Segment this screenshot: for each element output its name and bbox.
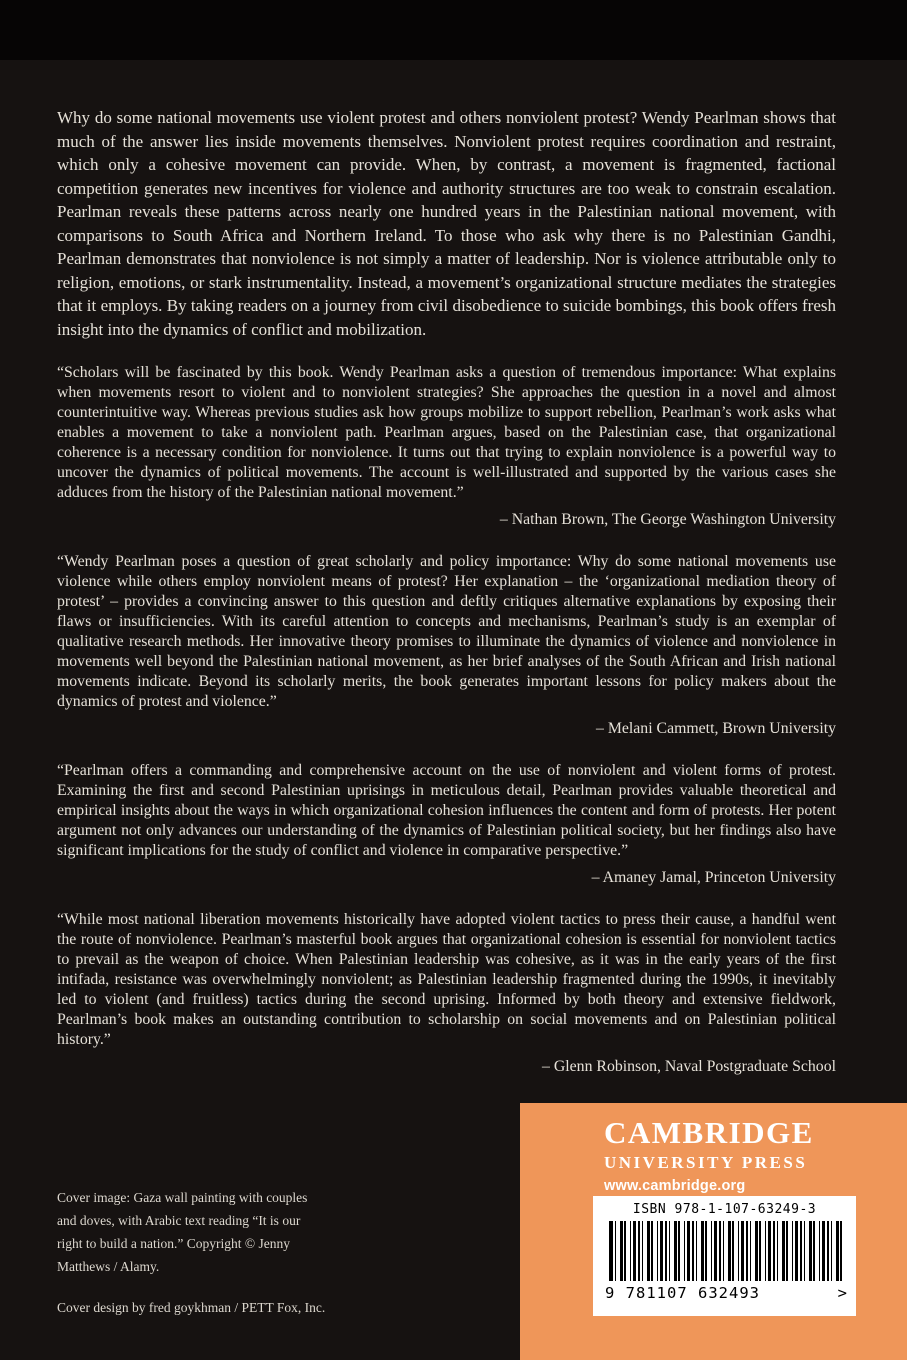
review-quote-2 [57,552,836,739]
review-quote-1 [57,363,836,530]
isbn-number: 9 781107 632493 [605,1284,760,1302]
review-quote-text: “Wendy Pearlman poses a question of great scholarly and policy importance: Why do some national movements use violence while others employ nonviolent means of protest? Her explanation – the ‘organizational mediation theory of protest’ – provides a convincing answer to this question and deftly critiques alternative explanations by exposing their flaws or insufficiencies. With its careful attention to concepts and mechanisms, Pearlman’s study is an exemplar of qualitative research methods. Her innovative theory promises to illuminate the dynamics of violence and nonviolence in movements well beyond the Palestinian national movement, as her brief analyses of the South African and Irish national movements indicate. Beyond its scholarly merits, the book generates important lessons for policy makers about the dynamics of protest and violence.” [57,553,836,710]
university-press-label: UNIVERSITY PRESS [604,1153,808,1172]
review-attribution: – Melani Cammett, Brown University [596,720,836,737]
review-quote-3 [57,761,836,888]
isbn-barcode [593,1196,856,1316]
isbn-label: ISBN 978-1-107-63249-3 [632,1202,817,1217]
cover-image-credit: Cover image: Gaza wall painting with couples and doves, with Arabic text reading “It is our right to build a nation.” Copyright © Jenny Matthews / Alamy. [57,1190,308,1274]
cover-design-credit: Cover design by fred goykhman / PETT Fox, Inc. [57,1300,326,1315]
barcode-arrow: > [837,1284,848,1302]
review-attribution: – Nathan Brown, The George Washington University [499,511,836,528]
barcode-number-row [593,1281,856,1302]
back-cover-text [57,106,836,1077]
review-quote-text: “While most national liberation movements historically have adopted violent tactics to press their cause, a handful went the route of nonviolence. Pearlman’s masterful book argues that organizational cohesion is essential for nonviolent tactics to prevail as the weapon of choice. When Palestinian leadership was cohesive, as it was in the early years of the first intifada, resistance was overwhelmingly nonviolent; as Palestinian leadership fragmented during the 1990s, it inevitably led to violent (and fruitless) tactics during the second uprising. Informed by both theory and extensive fieldwork, Pearlman’s book makes an outstanding contribution to scholarship on social movements and on Palestinian political history.” [57,911,836,1048]
book-description: Why do some national movements use violent protest and others nonviolent protest? Wendy Pearlman shows that much of the answer lies inside movements themselves. Nonviolent protest requires coordination and restraint, which only a cohesive movement can provide. When, by contrast, a movement is fragmented, factional competition generates new incentives for violence and authority structures are too weak to constrain escalation. Pearlman reveals these patterns across nearly one hundred years in the Palestinian national movement, with comparisons to South Africa and Northern Ireland. To those who ask why there is no Palestinian Gandhi, Pearlman demonstrates that nonviolence is not simply a matter of leadership. Nor is violence attributable only to religion, emotions, or stark instrumentality. Instead, a movement’s organizational structure mediates the strategies that it employs. By taking readers on a journey from civil disobedience to suicide bombings, this book offers fresh insight into the dynamics of conflict and mobilization. [57,108,836,339]
publisher-panel [520,1103,907,1360]
publisher-website-url: www.cambridge.org [604,1178,746,1194]
barcode-bars [609,1221,842,1281]
review-quote-4 [57,910,836,1077]
review-quote-text: “Pearlman offers a commanding and comprehensive account on the use of nonviolent and violent forms of protest. Examining the first and second Palestinian uprisings in meticulous detail, Pearlman provides valuable theoretical and empirical insights about the ways in which organizational cohesion influences the content and form of protests. Her potent argument not only advances our understanding of the dynamics of Palestinian political society, but her findings also have significant implications for the study of conflict and violence in comparative perspective.” [57,762,836,859]
review-attribution: – Amaney Jamal, Princeton University [591,869,836,886]
review-attribution: – Glenn Robinson, Naval Postgraduate School [542,1058,836,1075]
cambridge-wordmark: CAMBRIDGE [604,1115,814,1150]
cambridge-logo [604,1116,907,1194]
back-cover [0,60,907,1360]
review-quote-text: “Scholars will be fascinated by this book. Wendy Pearlman asks a question of tremendous importance: What explains when movements resort to violent and to nonviolent strategies? She approaches the question in a novel and almost counterintuitive way. Whereas previous studies ask how groups mobilize to support rebellion, Pearlman’s work asks what enables a movement to take a nonviolent path. Pearlman argues, based on the Palestinian case, that organizational coherence is a necessary condition for nonviolence. It turns out that trying to explain nonviolence is a powerful way to uncover the dynamics of political movements. The account is well-illustrated and supported by the various cases she adduces from the history of the Palestinian national movement.” [57,364,836,501]
